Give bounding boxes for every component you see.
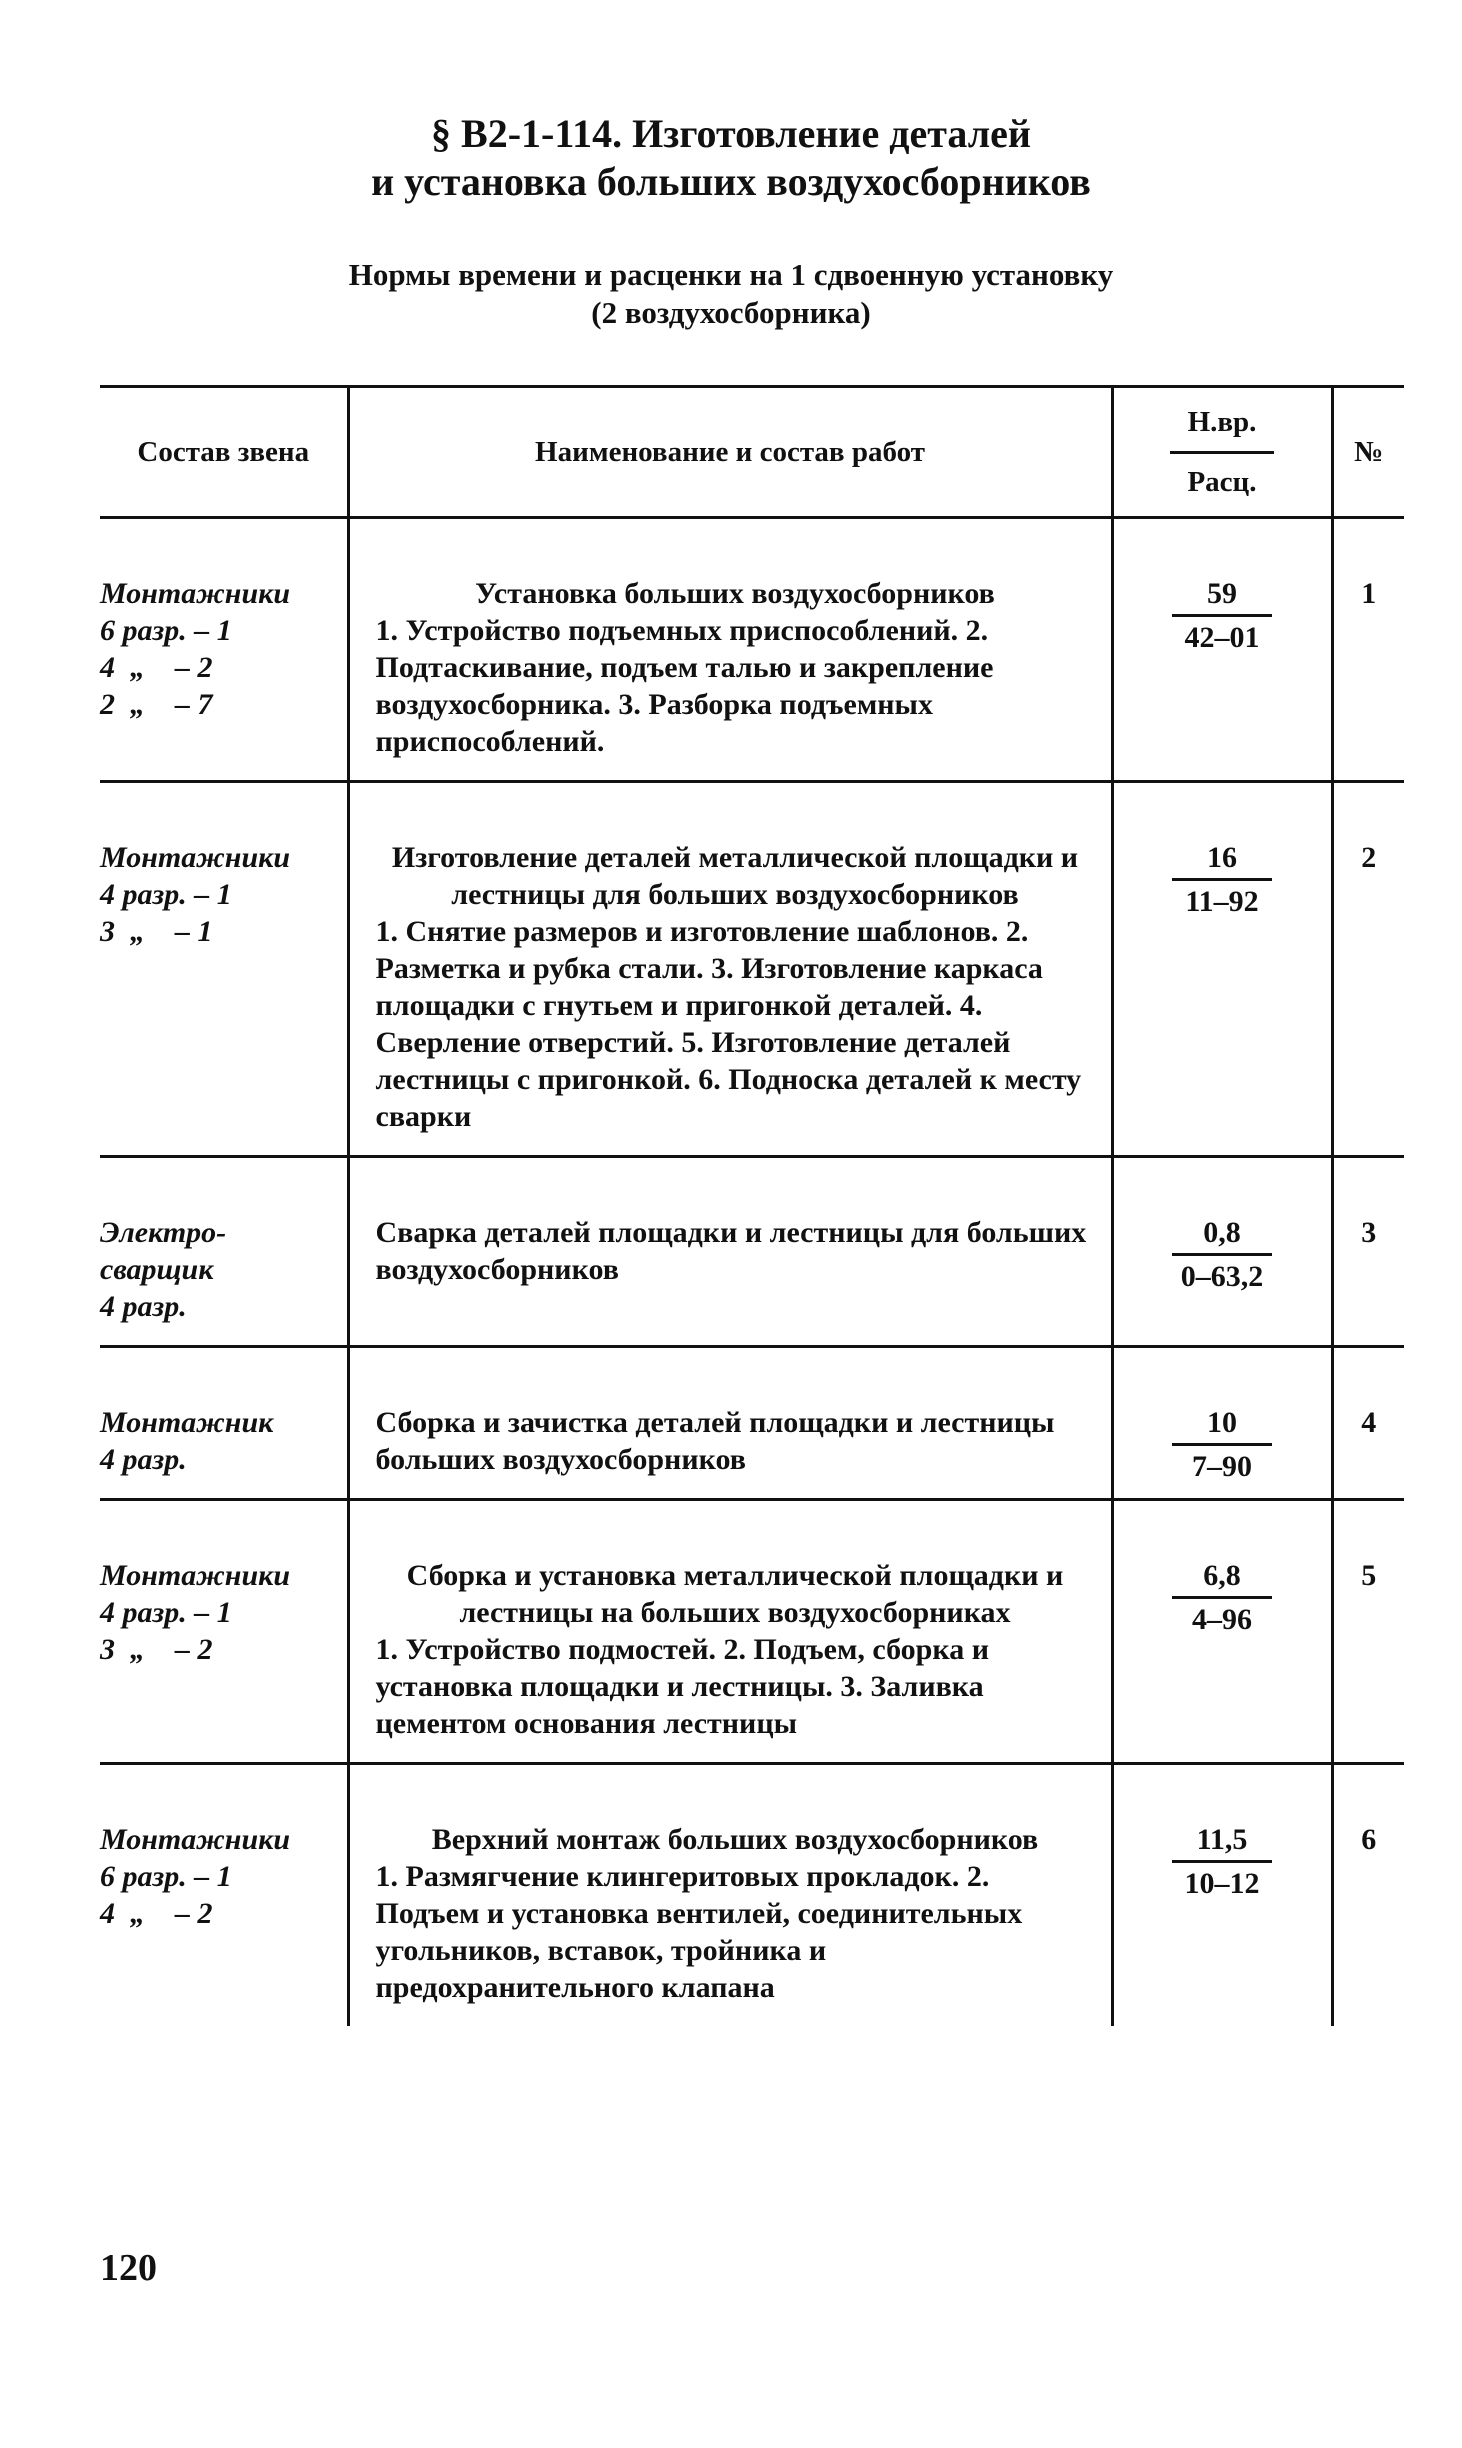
rate-value: 42–01	[1184, 621, 1260, 654]
header-norm-rate: Расц.	[1187, 465, 1257, 498]
norm-cell	[1112, 1347, 1332, 1500]
crew-line: 6 разр. – 1	[100, 614, 232, 647]
row-number: 5	[1332, 1500, 1404, 1764]
work-cell	[348, 1347, 1112, 1500]
crew-line: Монтажник	[100, 1406, 274, 1439]
row-number: 2	[1332, 782, 1404, 1157]
work-title: Установка больших воздухосборников	[475, 577, 995, 610]
norm-time-value: 6,8	[1172, 1557, 1272, 1599]
norm-fraction	[1172, 839, 1272, 920]
header-crew: Состав звена	[100, 387, 348, 518]
norm-fraction	[1172, 1557, 1272, 1638]
work-title: Изготовление деталей металлической площадки и лестницы для больших воздухосборников	[391, 841, 1079, 911]
norm-time-value: 10	[1172, 1404, 1272, 1446]
crew-cell	[100, 1764, 348, 2027]
work-description: 1. Устройство подмостей. 2. Подъем, сборка и установка площадки и лестницы. 3. Заливка цементом основания лестницы	[375, 1633, 989, 1740]
norm-time-value: 0,8	[1172, 1214, 1272, 1256]
norms-table	[100, 385, 1404, 2026]
work-description: 1. Снятие размеров и изготовление шаблонов. 2. Разметка и рубка стали. 3. Изготовление каркаса площадки с гнутьем и пригонкой деталей. 4. Сверление отверстий. 5. Изготовление деталей лестницы с пригонкой. 6. Поднoска деталей к месту сварки	[375, 915, 1082, 1133]
work-title: Сварка деталей площадки и лестницы для больших воздухосборников	[375, 1216, 1087, 1286]
crew-line: Электро-	[100, 1216, 227, 1249]
header-number: №	[1332, 387, 1404, 518]
crew-line: 4 разр.	[100, 1290, 187, 1323]
work-description: 1. Устройство подъемных приспособлений. 2. Подтаскивание, подъем талью и закрепление воздухосборника. 3. Разборка подъемных приспособлений.	[375, 614, 994, 758]
row-number: 1	[1332, 518, 1404, 782]
norm-cell	[1112, 782, 1332, 1157]
table-row	[100, 782, 1404, 1157]
norm-cell	[1112, 1500, 1332, 1764]
table-row	[100, 518, 1404, 782]
crew-line: Монтажники	[100, 841, 291, 874]
crew-cell	[100, 1500, 348, 1764]
rate-value: 4–96	[1192, 1603, 1252, 1636]
page-title-continuation: и установка больших воздухосборников	[371, 159, 1091, 204]
norm-fraction	[1172, 575, 1272, 656]
work-cell	[348, 1157, 1112, 1347]
page-number: 120	[100, 2247, 157, 2289]
row-number: 6	[1332, 1764, 1404, 2027]
crew-cell	[100, 518, 348, 782]
work-cell	[348, 1764, 1112, 2027]
norm-cell	[1112, 1157, 1332, 1347]
work-cell	[348, 782, 1112, 1157]
crew-line: 4 разр. – 1	[100, 1596, 232, 1629]
norm-fraction	[1172, 1404, 1272, 1485]
table-row	[100, 1157, 1404, 1347]
table-row	[100, 1500, 1404, 1764]
rate-value: 10–12	[1184, 1867, 1260, 1900]
rate-value: 11–92	[1185, 885, 1259, 918]
crew-line: Монтажники	[100, 1559, 291, 1592]
crew-cell	[100, 782, 348, 1157]
crew-line: 4 „ – 2	[100, 1897, 213, 1930]
crew-line: Монтажники	[100, 577, 291, 610]
header-norm-fraction	[1170, 404, 1274, 501]
table-header-row	[100, 387, 1404, 518]
header-norm-time: Н.вр.	[1170, 404, 1274, 454]
crew-cell	[100, 1157, 348, 1347]
work-description: 1. Размягчение клингеритовых прокладок. 2. Подъем и установка вентилей, соединительных угольников, вставок, тройника и предохранительного клапана	[375, 1860, 1023, 2004]
work-title: Сборка и зачистка деталей площадки и лестницы больших воздухосборников	[375, 1406, 1055, 1476]
crew-line: 4 разр. – 1	[100, 878, 232, 911]
page-title: § В2-1-114. Изготовление деталей	[431, 111, 1031, 156]
work-cell	[348, 518, 1112, 782]
norm-fraction	[1172, 1214, 1272, 1295]
crew-line: Монтажники	[100, 1823, 291, 1856]
work-title: Верхний монтаж больших воздухосборников	[431, 1823, 1039, 1856]
work-cell	[348, 1500, 1112, 1764]
crew-line: сварщик	[100, 1253, 214, 1286]
crew-line: 3 „ – 2	[100, 1633, 213, 1666]
crew-line: 6 разр. – 1	[100, 1860, 232, 1893]
norm-cell	[1112, 1764, 1332, 2027]
row-number: 3	[1332, 1157, 1404, 1347]
crew-cell	[100, 1347, 348, 1500]
norm-time-value: 16	[1172, 839, 1272, 881]
table-row	[100, 1764, 1404, 2027]
crew-line: 2 „ – 7	[100, 688, 213, 721]
norm-time-value: 59	[1172, 575, 1272, 617]
rate-value: 0–63,2	[1180, 1260, 1264, 1293]
header-norm	[1112, 387, 1332, 518]
header-work: Наименование и состав работ	[348, 387, 1112, 518]
table-row	[100, 1347, 1404, 1500]
norm-cell	[1112, 518, 1332, 782]
row-number: 4	[1332, 1347, 1404, 1500]
crew-line: 4 разр.	[100, 1443, 187, 1476]
table-body	[100, 518, 1404, 2027]
rate-value: 7–90	[1192, 1450, 1252, 1483]
norm-time-value: 11,5	[1172, 1821, 1272, 1863]
table-subtitle: Нормы времени и расценки на 1 сдвоенную установку	[348, 257, 1114, 292]
crew-line: 3 „ – 1	[100, 915, 213, 948]
table-subtitle-continuation: (2 воздухосборника)	[591, 295, 871, 330]
work-title: Сборка и установка металлической площадки и лестницы на больших воздухосборниках	[406, 1559, 1064, 1629]
crew-line: 4 „ – 2	[100, 651, 213, 684]
norm-fraction	[1172, 1821, 1272, 1902]
